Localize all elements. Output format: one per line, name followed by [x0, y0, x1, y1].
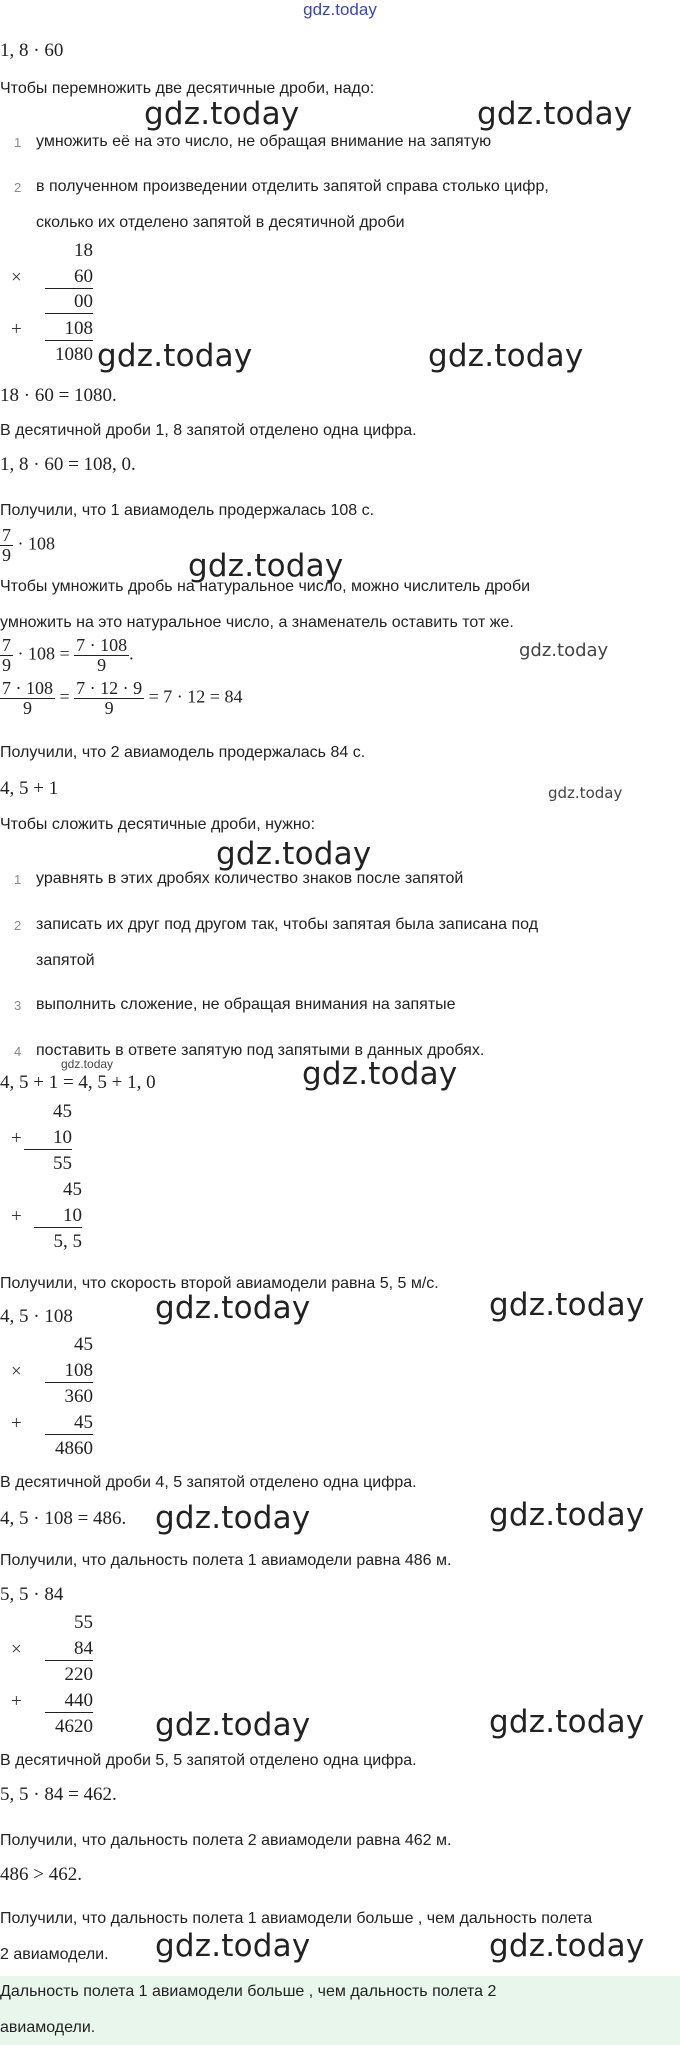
- watermark: gdz.today: [477, 96, 633, 132]
- watermark: gdz.today: [489, 1287, 645, 1323]
- column-result: 55: [53, 1153, 72, 1174]
- watermark: gdz.today: [61, 1057, 114, 1071]
- equation-fraction-1: $\frac{7}{9}$ · 108 = $\frac{7 \cdot 108}{9}$ .: [2, 635, 134, 675]
- rule-fraction-2: умножить на это натуральное число, а знаменатель оставить тот же.: [0, 614, 514, 631]
- watermark: gdz.today: [188, 548, 344, 584]
- column-result: 1080: [55, 344, 93, 365]
- result-2: 1, 8 · 60 = 108, 0.: [0, 454, 136, 475]
- answer-4: Получили, что дальность полета 1 авиамодели равна 486 м.: [0, 1552, 452, 1569]
- expression-5: 5, 5 · 84: [0, 1584, 64, 1605]
- note-5: В десятичной дроби 5, 5 запятой отделено одна цифра.: [0, 1752, 417, 1769]
- plus-sign: +: [11, 1413, 22, 1434]
- note-4: В десятичной дроби 4, 5 запятой отделено одна цифра.: [0, 1474, 417, 1491]
- step-text: в полученном произведении отделить запятой справа столько цифр,: [36, 178, 549, 195]
- site-logo[interactable]: gdz.today: [303, 0, 377, 19]
- expression-3: 4, 5 + 1: [0, 778, 59, 799]
- column-operand: 18: [74, 240, 93, 261]
- comparison-expression: 486 > 462.: [0, 1864, 82, 1885]
- note-1: В десятичной дроби 1, 8 запятой отделено одна цифра.: [0, 422, 417, 439]
- result-5: 5, 5 · 84 = 462.: [0, 1784, 117, 1805]
- fraction: $\frac{7}{9}$: [2, 525, 11, 565]
- result-1: 18 · 60 = 1080.: [0, 385, 117, 406]
- step-text: уравнять в этих дробях количество знаков после запятой: [36, 870, 464, 887]
- column-partial: 220: [64, 1664, 93, 1685]
- comparison-text: Получили, что дальность полета 1 авиамодели больше , чем дальность полета: [0, 1910, 593, 1927]
- column-partial: 440: [45, 1690, 93, 1713]
- watermark: gdz.today: [489, 1704, 645, 1740]
- watermark: gdz.today: [155, 1928, 311, 1964]
- final-answer-text: Дальность полета 1 авиамодели больше , чем дальность полета 2: [0, 1983, 497, 2000]
- rule-intro-3: Чтобы сложить десятичные дроби, нужно:: [0, 816, 316, 833]
- watermark: gdz.today: [155, 1290, 311, 1326]
- watermark: gdz.today: [302, 1056, 458, 1092]
- answer-1: Получили, что 1 авиамодель продержалась 108 с.: [0, 502, 375, 519]
- result-4: 4, 5 · 108 = 486.: [0, 1508, 127, 1529]
- watermark: gdz.today: [519, 640, 609, 661]
- step-text: записать их друг под другом так, чтобы запятая была записана под: [36, 916, 539, 933]
- equation-fraction-2: $\frac{7 \cdot 108}{9}$ = $\frac{7 \cdot 12 \cdot 9}{9}$ = 7 · 12 = 84: [2, 678, 243, 718]
- plus-sign: +: [11, 1206, 22, 1227]
- plus-sign: +: [11, 1691, 22, 1712]
- rule-fraction-1: Чтобы умножить дробь на натуральное число, можно числитель дроби: [0, 578, 531, 595]
- step-text: выполнить сложение, не обращая внимания на запятые: [36, 996, 456, 1013]
- watermark: gdz.today: [155, 1500, 311, 1536]
- answer-2: Получили, что 2 авиамодель продержалась 84 с.: [0, 744, 366, 761]
- final-answer-text: авиамодели.: [0, 2019, 96, 2036]
- watermark: gdz.today: [155, 1707, 311, 1743]
- watermark: gdz.today: [428, 338, 584, 374]
- watermark: gdz.today: [144, 96, 300, 132]
- step-number: 2: [14, 180, 22, 195]
- column-operand: 45: [74, 1334, 93, 1355]
- step-text: поставить в ответе запятую под запятыми в данных дробях.: [36, 1042, 485, 1059]
- step-number: 3: [14, 998, 22, 1013]
- comparison-text: 2 авиамодели.: [0, 1946, 109, 1963]
- step-number: 2: [14, 918, 22, 933]
- expression-1: 1, 8 · 60: [0, 40, 64, 61]
- column-operand: 84: [45, 1638, 93, 1661]
- column-operand: 45: [53, 1101, 72, 1122]
- equation-3: 4, 5 + 1 = 4, 5 + 1, 0: [0, 1072, 156, 1093]
- multiply-sign: ×: [11, 267, 22, 288]
- step-text: умножить её на это число, не обращая внимание на запятую: [36, 133, 492, 150]
- rule-intro-1: Чтобы перемножить две десятичные дроби, надо:: [0, 80, 375, 97]
- step-number: 4: [14, 1044, 22, 1059]
- watermark: gdz.today: [216, 836, 372, 872]
- watermark: gdz.today: [97, 338, 253, 374]
- column-operand: 45: [63, 1179, 82, 1200]
- answer-3: Получили, что скорость второй авиамодели равна 5, 5 м/с.: [0, 1275, 439, 1292]
- column-result: 5, 5: [53, 1231, 82, 1252]
- column-partial: 45: [45, 1412, 93, 1435]
- column-partial: 108: [45, 318, 93, 341]
- column-operand: 108: [45, 1360, 93, 1383]
- column-result: 4860: [55, 1438, 93, 1459]
- multiply-sign: ×: [11, 1361, 22, 1382]
- fraction-expression: $\frac{7}{9}$ · 108: [2, 525, 55, 565]
- column-partial: 00: [45, 291, 93, 314]
- final-answer-box: [0, 1976, 680, 2045]
- column-result: 4620: [55, 1716, 93, 1737]
- watermark: gdz.today: [548, 784, 623, 802]
- plus-sign: +: [11, 319, 22, 340]
- step-number: 1: [14, 872, 22, 887]
- plus-sign: +: [11, 1128, 22, 1149]
- column-operand: 10: [24, 1127, 72, 1150]
- step-number: 1: [14, 135, 22, 150]
- answer-5: Получили, что дальность полета 2 авиамодели равна 462 м.: [0, 1832, 452, 1849]
- watermark: gdz.today: [489, 1928, 645, 1964]
- column-partial: 360: [64, 1386, 93, 1407]
- multiply-sign: ×: [11, 1639, 22, 1660]
- step-text: сколько их отделено запятой в десятичной дроби: [36, 214, 405, 231]
- watermark: gdz.today: [489, 1497, 645, 1533]
- expression-4: 4, 5 · 108: [0, 1306, 73, 1327]
- step-text: запятой: [36, 952, 95, 969]
- column-operand: 60: [45, 266, 93, 289]
- column-operand: 10: [34, 1205, 82, 1228]
- column-operand: 55: [74, 1612, 93, 1633]
